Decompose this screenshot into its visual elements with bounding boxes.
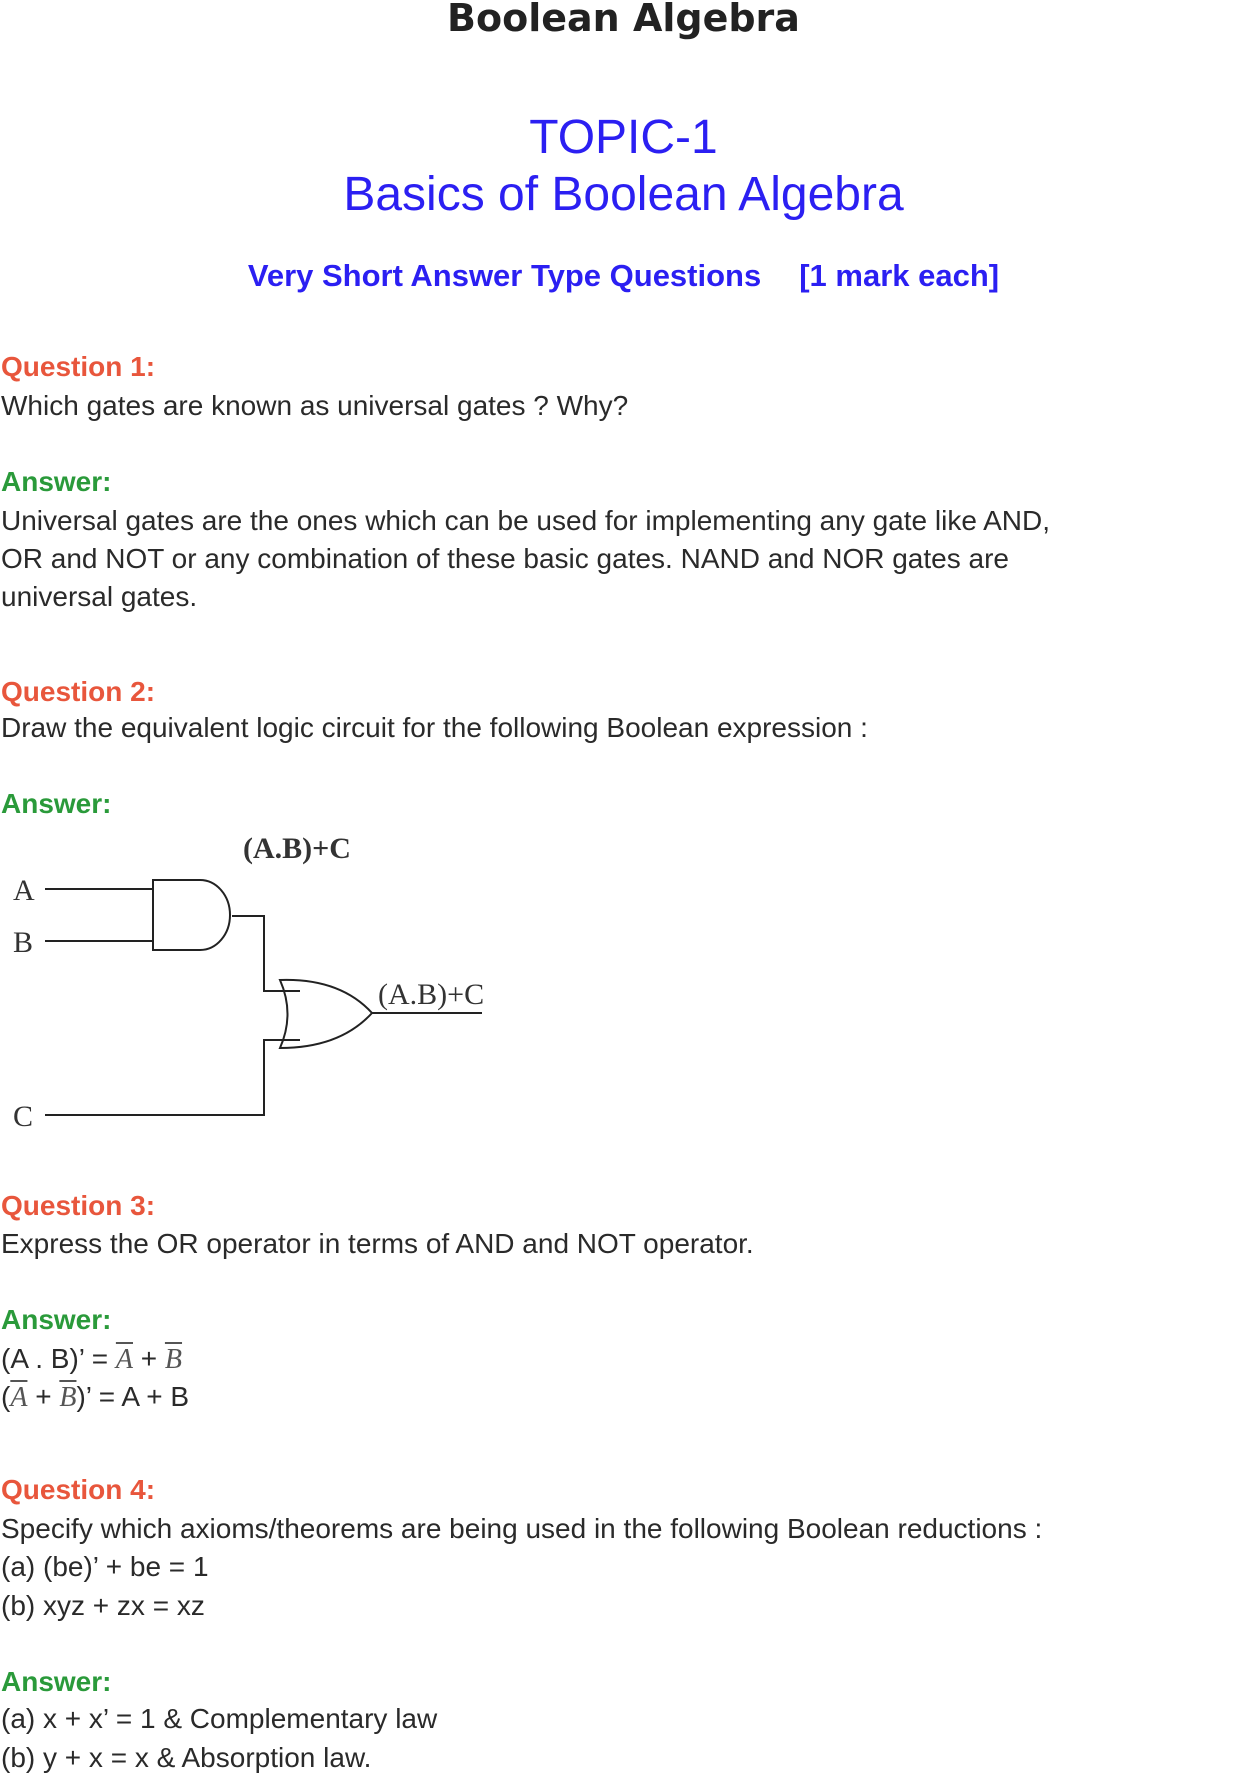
plus: + [35, 1381, 52, 1412]
question-1-label: Question 1: [1, 351, 156, 382]
answer-3-label: Answer: [1, 1304, 112, 1335]
question-4-text: Specify which axioms/theorems are being used in the following Boolean reductions : [1, 1513, 1043, 1544]
answer-2-label: Answer: [1, 788, 112, 819]
and-input-wires [45, 889, 153, 941]
b-bar: $\overline{B}$ [164, 1344, 183, 1375]
answer-1-label: Answer: [1, 466, 112, 497]
topic-title: Basics of Boolean Algebra [343, 168, 904, 221]
open-paren: ( [1, 1381, 11, 1412]
section-heading-text: Very Short Answer Type Questions [247, 258, 762, 293]
answer-4-line: (b) y + x = x & Absorption law. [1, 1742, 372, 1773]
connecting-wires [45, 916, 300, 1115]
topic-number: TOPIC-1 [529, 111, 718, 164]
expression-label: (A.B)+C [243, 832, 351, 865]
rhs: )’ = A + B [76, 1381, 190, 1412]
section-marks: [1 mark each] [799, 258, 1000, 293]
logic-circuit-diagram [0, 0, 560, 1140]
answer-1-line: OR and NOT or any combination of these basic gates. NAND and NOR gates are [1, 543, 1009, 574]
input-b-label: B [13, 926, 34, 959]
a-bar: $\overline{A}$ [10, 1382, 28, 1413]
answer-1-line: Universal gates are the ones which can be used for implementing any gate like AND, [1, 505, 1051, 536]
answer-3-line-1 [1, 1343, 182, 1376]
answer-4-label: Answer: [1, 1666, 112, 1697]
question-4-item: (a) (be)’ + be = 1 [1, 1551, 209, 1582]
answer-4-line: (a) x + x’ = 1 & Complementary law [1, 1703, 438, 1734]
page-title: Boolean Algebra [447, 0, 800, 40]
question-1-text: Which gates are known as universal gates ? Why? [1, 390, 629, 421]
question-4-label: Question 4: [1, 1474, 156, 1505]
question-2-text: Draw the equivalent logic circuit for the following Boolean expression : [1, 712, 868, 743]
lhs: (A . B)’ = [1, 1343, 109, 1374]
question-3-text: Express the OR operator in terms of AND and NOT operator. [1, 1228, 754, 1259]
input-c-label: C [13, 1100, 34, 1133]
answer-3-line-2 [1, 1381, 189, 1414]
question-4-item: (b) xyz + zx = xz [1, 1590, 205, 1621]
b-bar: $\overline{B}$ [59, 1382, 77, 1413]
question-2-label: Question 2: [1, 676, 156, 707]
a-bar: $\overline{A}$ [115, 1344, 133, 1375]
plus: + [140, 1343, 158, 1374]
input-a-label: A [13, 874, 35, 907]
and-gate [153, 880, 230, 950]
answer-1-line: universal gates. [1, 581, 198, 612]
question-3-label: Question 3: [1, 1190, 156, 1221]
output-label: (A.B)+C [378, 978, 485, 1011]
